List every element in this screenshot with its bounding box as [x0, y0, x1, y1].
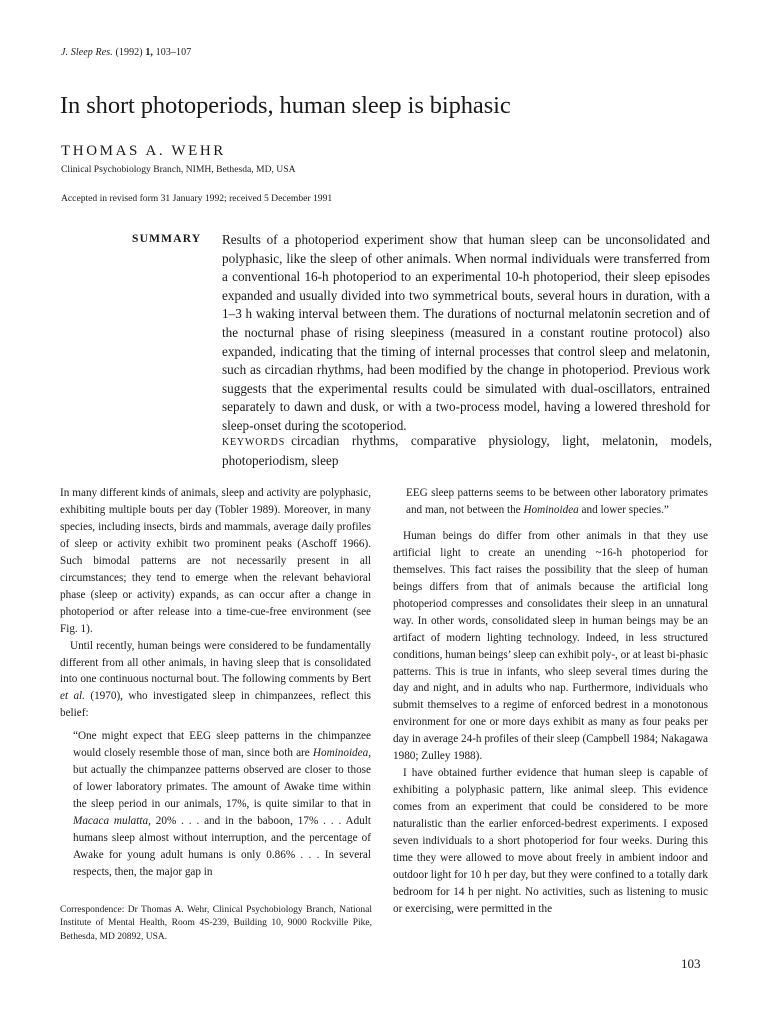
quote-text: but actually the chimpanzee patterns observed are closer to those of lower laboratory primates. The amount of Awake time within the sleep period in our animals, 17%, is quite similar to that in [73, 764, 371, 811]
quote-text: 20% . . . and in the baboon, 17% . . . Adult humans sleep almost without interruption, and the percentage of Awake for young adult humans is only 0.86% . . . In several respects, then, the major gap in [73, 815, 372, 878]
author-name: THOMAS A. WEHR [61, 143, 226, 159]
keywords-block [222, 432, 712, 471]
quote-paragraph [73, 728, 371, 881]
quote-text-italic: Hominoidea, [312, 747, 371, 760]
body-paragraph: I have obtained further evidence that human sleep is capable of exhibiting a polyphasic pattern, like animal sleep. This evidence comes from an experiment that could be considered to be more naturalistic than the earlier enforced-bedrest experiments. I exposed seven individuals to a short photoperiod for four weeks. During this time they were allowed to move about freely in ambient indoor and outdoor light for 10 h per day, but they were confined to a totally dark bedroom for 14 h per night. No activities, such as listening to music or exercising, were permitted in the [393, 767, 708, 915]
body-text: (1970), who investigated sleep in chimpanzees, reflect this belief: [60, 690, 372, 720]
journal-pages: 103–107 [155, 47, 192, 58]
left-column [60, 485, 371, 885]
block-quote-continued [406, 485, 708, 519]
page-number: 103 [681, 956, 701, 971]
paper-title: In short photoperiods, human sleep is biphasic [60, 92, 511, 119]
quote-text: EEG sleep patterns seems to be between other laboratory primates and man, not between the [406, 487, 708, 516]
correspondence-footnote: Correspondence: Dr Thomas A. Wehr, Clinical Psychobiology Branch, National Institute of Mental Health, Room 4S-239, Building 10, 9000 Rockville Pike, Bethesda, MD 20892, USA. [60, 905, 372, 942]
body-paragraph [60, 638, 371, 723]
body-paragraph: Human beings do differ from other animals in that they use artificial light to create an unending ~16-h photoperiod for themselves. This fact raises the possibility that the sleep of human beings differs from that of animals because the artificial long photoperiod compresses and consolidates their sleep in an unnatural way. In other words, consolidated sleep in human beings may be an artifact of modern lighting technology. Indeed, in less structured conditions, human beings’ sleep can exhibit poly-, or at least bi-phasic patterns. This is true in infants, who sleep several times during the day and night, and in adults who nap. Furthermore, individuals who submit themselves to a regime of enforced bedrest in a monotonous environment for one or more days exhibit as many as four peaks per day in average 24-h profiles of their sleep (Campbell 1984; Nakagawa 1980; Zulley 1988). [393, 529, 709, 763]
quote-text-italic: Hominoidea [523, 503, 579, 516]
quote-text: “One might expect that EEG sleep patterns in the chimpanzee would closely resemble those of man, since both are [73, 730, 371, 760]
block-quote [73, 728, 371, 881]
body-paragraph: In many different kinds of animals, sleep and activity are polyphasic, exhibiting multiple bouts per day (Tobler 1989). Moreover, in many species, including insects, birds and mammals, average daily profiles of sleep or activity exhibit two prominent peaks (Aschoff 1966). Such bimodal patterns are not necessarily present in all circumstances; they tend to emerge when the relevant behavioral phase (sleep or activity) expands, as can occur after a change in photoperiod or after release into a time-cue-free environment (see Fig. 1). [60, 487, 371, 635]
journal-citation [61, 47, 191, 58]
quote-paragraph [406, 485, 708, 519]
journal-volume: 1, [145, 47, 154, 58]
keywords-text: circadian rhythms, comparative physiology, light, melatonin, models, photoperiodism, sleep [222, 433, 712, 469]
body-text-italic: et al. [60, 690, 85, 703]
body-text: Until recently, human beings were considered to be fundamentally different from all other animals, in having sleep that is consolidated into one continuous nocturnal bout. The following comments by Bert [60, 639, 371, 686]
author-affiliation: Clinical Psychobiology Branch, NIMH, Bethesda, MD, USA [61, 164, 296, 175]
right-column [393, 485, 708, 918]
journal-name: J. Sleep Res. [61, 47, 113, 58]
journal-year: (1992) [115, 47, 143, 58]
quote-text: and lower species.” [578, 503, 669, 516]
summary-heading: SUMMARY [132, 233, 202, 245]
submission-dates: Accepted in revised form 31 January 1992; received 5 December 1991 [61, 193, 333, 204]
keywords-label: KEYWORDS [222, 437, 286, 448]
summary-text: Results of a photoperiod experiment show that human sleep can be unconsolidated and polyphasic, like the sleep of other animals. When normal individuals were transferred from a conventional 16-h photoperiod to an experimental 10-h photoperiod, their sleep episodes expanded and usually divided into two symmetrical bouts, several hours in duration, with a 1–3 h waking interval between them. The durations of nocturnal melatonin secretion and of the nocturnal phase of rising sleepiness (measured in a constant routine protocol) also expanded, indicating that the timing of internal processes that control sleep and melatonin, such as circadian rhythms, had been modified by the change in photoperiod. Previous work suggests that the experimental results could be simulated with dual-oscillators, entrained separately to dawn and dusk, or with a two-process model, having a lowered threshold for sleep-onset during the scotoperiod. [222, 232, 710, 433]
quote-text-italic: Macaca mulatta, [73, 815, 151, 828]
